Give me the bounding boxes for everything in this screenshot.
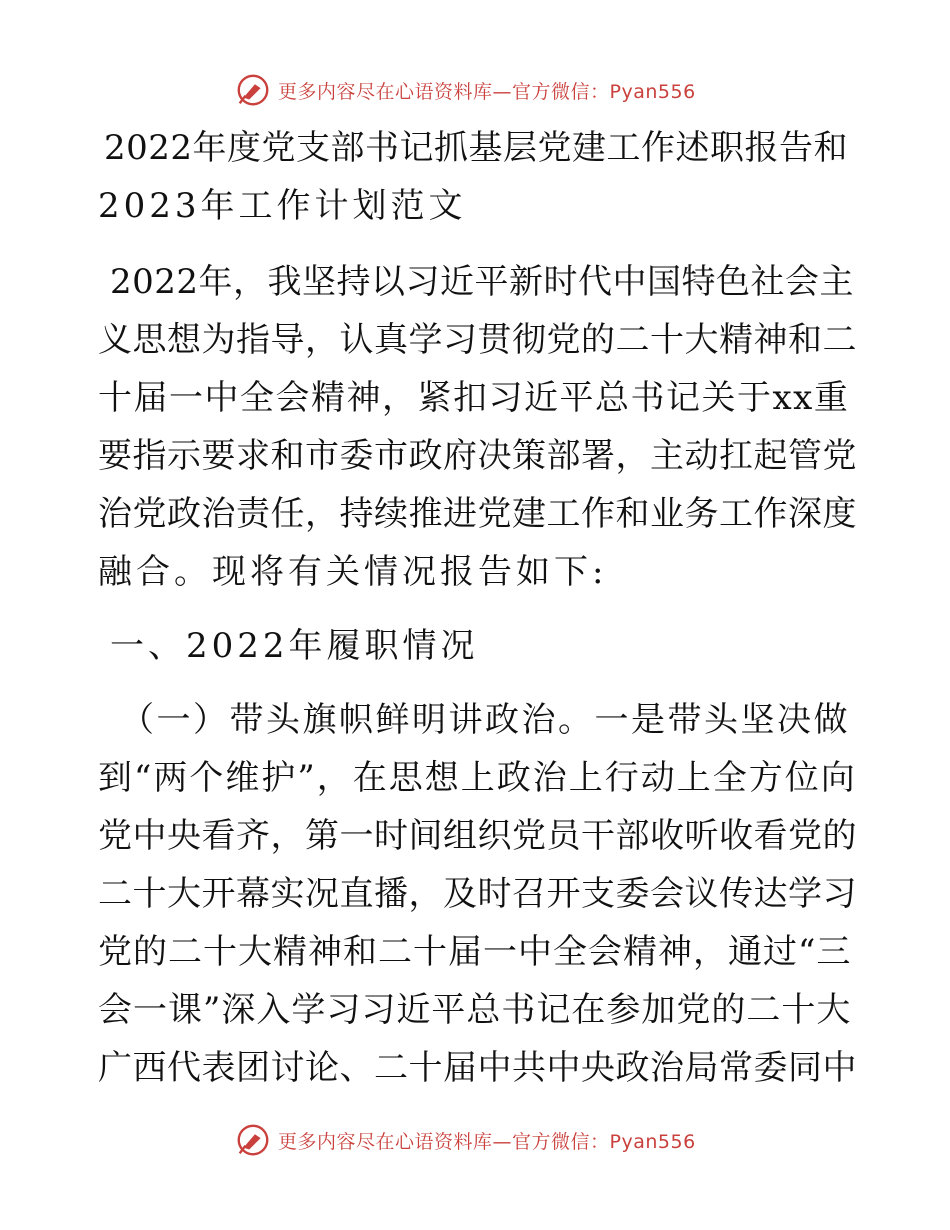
watermark-text: 更多内容尽在心语资料库—官方微信：Pyan556 [278,1130,696,1153]
watermark-text: 更多内容尽在心语资料库—官方微信：Pyan556 [278,80,696,103]
subsection-line-4: 二十大开幕实况直播，及时召开支委会议传达学习 [98,874,857,914]
intro-line-5: 治党政治责任，持续推进党建工作和业务工作深度 [98,494,857,534]
watermark-banner-bottom [234,1120,696,1160]
wechat-id: Pyan556 [609,80,696,103]
subsection-line-5: 党的二十大精神和二十届一中全会精神，通过“三 [98,932,852,972]
subsection-line-6: 会一课”深入学习习近平总书记在参加党的二十大 [98,990,852,1030]
document-title-line-2: 2023年工作计划范文 [98,186,467,226]
intro-line-3: 十届一中全会精神，紧扣习近平总书记关于xx重 [98,378,850,418]
subsection-line-2: 到“两个维护”，在思想上政治上行动上全方位向 [98,758,857,798]
subsection-line-1: （一）带头旗帜鲜明讲政治。一是带头坚决做 [120,700,850,740]
watermark-banner-top [234,70,696,110]
subsection-line-7: 广西代表团讨论、二十届中共中央政治局常委同中 [98,1048,857,1088]
intro-line-2: 义思想为指导，认真学习贯彻党的二十大精神和二 [98,320,857,360]
document-title-line-1: 2022年度党支部书记抓基层党建工作述职报告和 [104,128,849,168]
subsection-line-3: 党中央看齐，第一时间组织党员干部收听收看党的 [98,816,857,856]
section-heading: 一、2022年履职情况 [110,626,479,666]
intro-line-6: 融合。现将有关情况报告如下: [98,552,608,592]
pen-nib-icon [234,1121,272,1159]
intro-line-1: 2022年，我坚持以习近平新时代中国特色社会主 [110,262,855,302]
wechat-id: Pyan556 [609,1130,696,1153]
pen-nib-icon [234,71,272,109]
intro-line-4: 要指示要求和市委市政府决策部署，主动扛起管党 [98,436,857,476]
